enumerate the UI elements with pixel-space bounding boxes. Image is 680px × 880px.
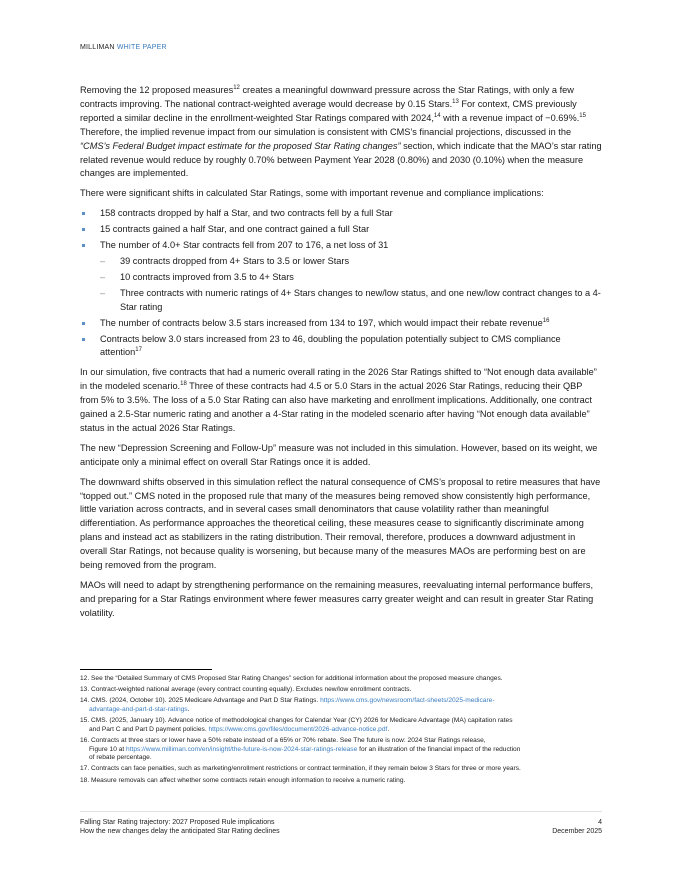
footer-divider [80,811,602,812]
p1-text-f: section, which indicate that the MAO’s star rating related revenue would reduce by roughly 0.70% between Payment Year 2028 (0.80%) and 2030 (0.10%) when the measure changes are implemented. [80,140,602,179]
footnote-ref-16[interactable]: 16 [542,317,550,324]
p1-text-e: Therefore, the implied revenue impact from our simulation is consistent with CMS’s financial projections, discussed in the [80,126,572,137]
footnote-12: 12. See the “Detailed Summary of CMS Proposed Star Rating Changes” section for additional information about the proposed measure changes. [80,675,503,682]
main-content [80,84,602,627]
paragraph-6: MAOs will need to adapt by strengthening performance on the remaining measures, reevaluating internal performance buffers, and preparing for a Star Ratings environment where fewer measures carry greater weight and can result in greater Star Rating volatility. [80,580,594,618]
footnote-14-link[interactable]: https://www.cms.gov/newsroom/fact-sheets/2025-medicare- [320,697,495,705]
footnote-18: 18. Measure removals can affect whether some contracts retain enough information to receive a numeric rating. [80,776,406,784]
p3-text-a: In our simulation, five contracts that had a numeric overall rating in the 2026 Star Ratings shifted to “Not enough data available” in the modeled scenario. [80,367,597,392]
footnotes [80,675,602,788]
p1-italic-section-ref: “CMS’s Federal Budget impact estimate for the proposed Star Rating changes” [80,140,401,151]
bullet-3-text: The number of 4.0+ Star contracts fell from 207 to 176, a net loss of 31 [100,240,389,251]
header-brand: MILLIMAN [80,44,115,51]
footnote-16 [80,737,602,763]
footnote-15-end: . [387,725,390,733]
paragraph-2: There were significant shifts in calculated Star Ratings, some with important revenue and compliance implications: [80,188,544,199]
bullet-5-text: Contracts below 3.0 stars increased from 23 to 46, doubling the population potentially subject to CMS compliance attention [100,333,561,358]
header-doc-type: WHITE PAPER [116,44,167,51]
footnote-ref-17[interactable]: 17 [135,347,142,354]
footnote-16-link[interactable]: https://www.milliman.com/en/insight/the-future-is-now-2024-star-ratings-release [126,745,358,753]
sub-bullet-list [100,255,602,315]
footnote-16-text-after-link: for an illustration of the financial impact of the reduction [357,745,521,753]
footer-subtitle: How the new changes delay the anticipated Star Rating declines [80,828,280,835]
paragraph-1 [80,84,602,181]
footer-title: Falling Star Rating trajectory: 2027 Proposed Rule implications [80,819,275,826]
p1-text-d: with a revenue impact of −0.69%. [440,112,580,123]
list-item [80,223,602,237]
paragraph-4: The new “Depression Screening and Follow-Up” measure was not included in this simulation. However, based on its weight, we anticipate only a minimal effect on overall Star Ratings once it is added. [80,442,598,467]
footnote-16-text-cont: Figure 10 at [89,745,127,753]
bullet-2-text: 15 contracts gained a half Star, and one contract gained a full Star [100,224,370,235]
page-number: 4 [598,819,602,826]
page-header [80,44,167,51]
footnote-ref-15[interactable]: 15 [579,112,586,119]
footer-right [552,818,602,836]
p1-text-a: Removing the 12 proposed measures [80,85,234,95]
bullet-4-text: The number of contracts below 3.5 stars increased from 134 to 197, which would impact their rebate revenue [100,317,543,328]
p3-text-b: Three of these contracts had 4.5 or 5.0 Stars in the actual 2026 Star Ratings, reducing their QBP from 5% to 3.5%. The loss of a 5.0 Star Rating can also have marketing and enrollment implications. Additionally, one contract gained a 2.5-Star numeric rating and another a 4-Star rating in the modeled scenario after having “Not enough data available” status in the actual 2026 Star Ratings. [80,381,592,433]
sub-list-item: – 10 contracts improved from 3.5 to 4+ Stars [100,271,602,285]
list-item [80,207,602,221]
shift-bullet-list [80,207,602,360]
footnote-17: 17. Contracts can face penalties, such as marketing/enrollment restrictions or contract termination, if they remain below 3 Stars for three or more years. [80,765,521,773]
footer-date: December 2025 [552,828,602,835]
p1-text-b: creates a meaningful downward pressure across the Star Ratings, with only a few contracts improving. The national contract-weighted average would decrease by 0.15 Stars. [80,85,574,109]
footnote-16-text-end: of rebate percentage. [89,754,152,762]
footnote-14 [80,697,602,714]
footnote-divider [80,669,212,670]
list-item [80,317,602,331]
footnote-ref-13[interactable]: 13 [452,98,459,105]
footnote-15-link[interactable]: https://www.cms.gov/files/document/2026-advance-notice.pdf [208,725,388,733]
paragraph-5: The downward shifts observed in this simulation reflect the natural consequence of CMS’s proposal to retire measures that have “topped out.” CMS noted in the proposed rule that many of the measures being removed show consistently high performance, little variation across contracts, and in several cases small denominators that cause volatility rather than meaningful differentiation. As performance approaches the theoretical ceiling, these measures cease to significantly discriminate among plans and instead act as stabilizers in the rating distribution. Their removal, therefore, produces a downward adjustment in overall Star Ratings, not because quality is worsening, but because many of the measures MAOs are performing best on are being removed from the program. [80,476,601,571]
footnote-14-text: 14. CMS. (2024, October 10). 2025 Medicare Advantage and Part D Star Ratings. [80,697,321,705]
footnote-15-text: 15. CMS. (2025, January 10). Advance notice of methodological changes for Calendar Year (CY) 2026 for Medicare Advantage (MA) capitation rates [80,717,513,725]
p1-text-c: For context, CMS previously reported a similar decline in the enrollment-weighted Star Ratings compared with 2024, [80,98,577,123]
footnote-14-end: . [187,705,190,713]
footnote-ref-14[interactable]: 14 [433,112,441,119]
bullet-1-text: 158 contracts dropped by half a Star, and two contracts fell by a full Star [100,208,393,219]
footnote-13: 13. Contract-weighted national average (every contract counting equally). Excludes new/low enrollment contracts. [80,686,412,694]
sub-list-item: – 39 contracts dropped from 4+ Stars to 3.5 or lower Stars [100,255,602,269]
paragraph-3 [80,366,602,436]
sub-list-item: – Three contracts with numeric ratings of 4+ Stars changes to new/low status, and one new/low contract changes to a 4-Star rating [100,287,602,315]
footnote-14-link-cont[interactable]: advantage-and-part-d-star-ratings [89,705,188,713]
footnote-16-text: 16. Contracts at three stars or lower have a 50% rebate instead of a 65% or 70% rebate. See The future is now: 2024 Star Ratings release, [80,736,486,744]
footnote-ref-12[interactable]: 12 [233,85,240,91]
page-footer [80,818,602,836]
footnote-15 [80,717,602,734]
footnote-15-text-cont: and Part C and Part D payment policies. [89,725,209,733]
list-item [80,239,602,315]
footnote-ref-18[interactable]: 18 [180,381,187,388]
list-item [80,333,602,361]
